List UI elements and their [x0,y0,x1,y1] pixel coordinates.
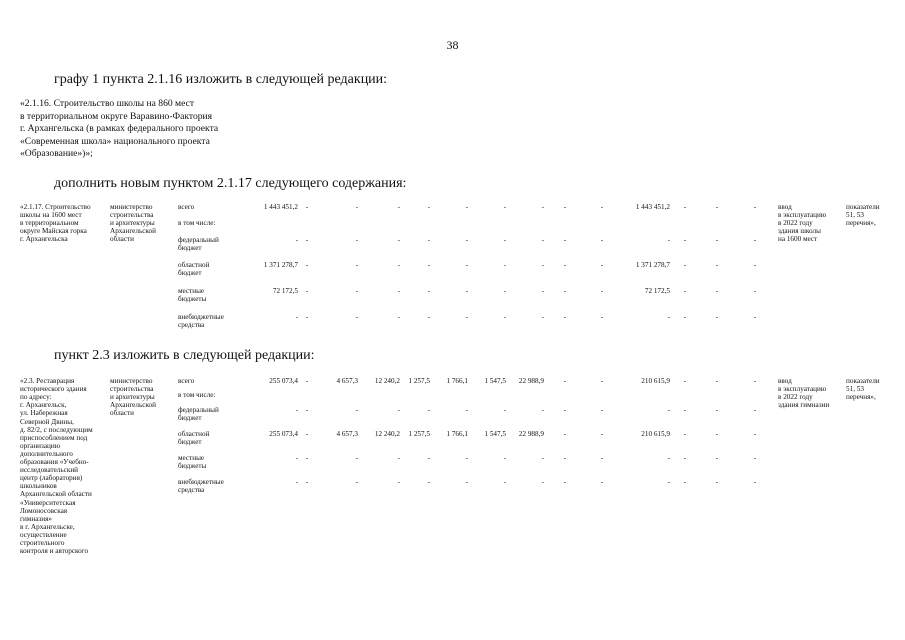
table-cell-value: - [753,478,757,486]
funding-source-label: федеральный [178,236,219,244]
table-cell-value: - [541,406,544,414]
funding-source-label: областной [178,430,210,438]
funding-source-label: местные [178,454,205,462]
table-cell-value: 4 657,3 [336,377,358,385]
funding-source-label: в том числе: [178,219,216,227]
quote-line: в территориальном округе Варавино-Фактория [20,110,213,122]
table-cell-value: - [427,313,430,321]
table-cell-value: - [305,236,309,244]
funding-source-label: средства [178,486,205,495]
table-cell-value: - [355,454,358,462]
measure-name-line: «Университетская [20,498,76,507]
table-cell-value: - [465,406,468,414]
indicator-line: перечня», [846,393,876,402]
measure-name-line: Ломоносовская [20,506,68,515]
table-cell-value: - [600,406,604,414]
measure-name-line: Северной Двины, [20,417,74,426]
measure-name-line: исторического здания [20,385,87,394]
heading-add-item-2-1-17: дополнить новым пунктом 2.1.17 следующего содержания: [54,176,407,191]
table-cell-value: 255 073,4 [269,430,298,438]
table-cell-value: - [563,377,567,385]
table-cell-value: 1 443 451,2 [635,203,670,211]
expected-result-line: на 1600 мест [778,235,818,244]
table-cell-value: - [355,406,358,414]
table-cell-value: - [600,203,604,211]
expected-result-line: в эксплуатацию [778,385,827,394]
table-cell-value: - [541,313,544,321]
table-cell-value: 1 371 278,7 [263,261,298,269]
table-cell-value: - [427,203,430,211]
table-cell-value: - [465,261,468,269]
measure-name-line: округе Майская горка [20,227,87,236]
measure-name-line: дополнительного [20,449,73,458]
table-cell-value: 255 073,4 [269,377,298,385]
table-cell-value: - [503,261,506,269]
table-cell-value: - [563,261,567,269]
funding-source-label: всего [178,377,195,385]
page-number: 38 [446,38,459,52]
table-cell-value: - [753,313,757,321]
measure-name-line: ул. Набережная [20,409,68,418]
table-cell-value: - [397,261,400,269]
table-cell-value: - [600,261,604,269]
measure-name-line: в г. Архангельске, [20,522,75,531]
table-cell-value: - [355,478,358,486]
executor-line: строительства [110,211,154,220]
table-cell-value: - [397,203,400,211]
table-cell-value: - [305,406,309,414]
table-cell-value: 1 257,5 [408,377,430,385]
table-cell-value: - [600,454,604,462]
table-cell-value: - [503,287,506,295]
table-cell-value: 12 240,2 [374,377,400,385]
table-cell-value: - [503,478,506,486]
table-cell-value: - [465,313,468,321]
table-cell-value: 4 657,3 [336,430,358,438]
table-cell-value: - [753,203,757,211]
table-cell-value: - [503,406,506,414]
table-cell-value: - [465,203,468,211]
table-cell-value: - [563,203,567,211]
measure-name-line: «2.3. Реставрация [20,377,75,385]
measure-name-line: образования «Учебно- [20,458,89,466]
table-cell-value: - [667,454,670,462]
table-cell-value: - [427,478,430,486]
table-cell-value: - [355,313,358,321]
table-cell-value: 12 240,2 [374,430,400,438]
table-cell-value: - [295,478,298,486]
table-cell-value: - [541,261,544,269]
executor-line: и архитектуры [110,219,155,228]
expected-result-line: в 2022 году [778,393,813,402]
table-cell-value: - [683,203,687,211]
table-cell-value: - [600,287,604,295]
table-cell-value: 210 615,9 [641,377,670,385]
table-cell-value: - [683,287,687,295]
measure-name-line: в территориальном [20,219,79,228]
executor-line: министерство [110,377,153,385]
table-cell-value: - [683,313,687,321]
table-cell-value: - [667,236,670,244]
table-cell-value: 1 766,1 [446,377,468,385]
table-cell-value: - [503,236,506,244]
table-cell-value: - [753,236,757,244]
table-cell-value: - [295,454,298,462]
table-cell-value: - [541,236,544,244]
table-cell-value: - [753,406,757,414]
funding-source-label: бюджеты [178,462,207,471]
table-cell-value: - [683,406,687,414]
table-cell-value: - [541,454,544,462]
heading-item-2-3: пункт 2.3 изложить в следующей редакции: [54,348,315,363]
table-cell-value: - [305,430,309,438]
table-cell-value: 72 172,5 [644,287,670,295]
table-cell-value: - [305,287,309,295]
funding-source-label: бюджет [178,414,202,423]
table-cell-value: - [305,313,309,321]
table-cell-value: - [563,287,567,295]
expected-result-line: здания школы [778,227,821,236]
executor-line: строительства [110,385,154,394]
table-cell-value: - [465,287,468,295]
table-cell-value: - [305,261,309,269]
table-cell-value: - [355,287,358,295]
measure-name-line: школы на 1600 мест [20,211,82,220]
measure-name-line: гимназия» [20,514,52,523]
measure-name-line: контроля и авторского [20,547,89,556]
table-cell-value: - [397,313,400,321]
indicator-line: перечня», [846,219,876,228]
expected-result-line: в эксплуатацию [778,211,827,220]
funding-source-label: областной [178,261,210,269]
table-cell-value: - [563,430,567,438]
measure-name-line: г. Архангельск, [20,401,67,410]
measure-name-line: центр (лаборатория) [20,474,83,483]
funding-source-label: всего [178,203,195,211]
table-cell-value: - [427,287,430,295]
table-cell-value: - [715,430,719,438]
table-cell-value: - [715,236,719,244]
executor-line: области [110,235,135,244]
table-cell-value: - [600,313,604,321]
measure-name-line: строительного [20,539,65,547]
table-cell-value: - [295,236,298,244]
table-cell-value: - [427,406,430,414]
table-cell-value: 1 547,5 [484,430,506,438]
table-cell-value: - [295,313,298,321]
table-cell-value: - [397,454,400,462]
table-cell-value: - [355,236,358,244]
measure-name-line: Архангельской области [20,490,92,499]
table-cell-value: - [600,430,604,438]
measure-name-line: д. 82/2, с последующим [20,425,93,434]
table-cell-value: 1 443 451,2 [263,203,298,211]
table-cell-value: - [355,203,358,211]
table-cell-value: - [667,406,670,414]
executor-line: министерство [110,203,153,211]
table-cell-value: 1 371 278,7 [635,261,670,269]
heading-item-2-1-16: графу 1 пункта 2.1.16 изложить в следующей редакции: [54,72,388,87]
table-cell-value: - [305,454,309,462]
table-cell-value: - [563,406,567,414]
executor-line: Архангельской [110,227,156,236]
table-cell-value: - [541,287,544,295]
table-cell-value: 1 547,5 [484,377,506,385]
table-cell-value: - [683,430,687,438]
expected-result-line: в 2022 году [778,219,813,228]
funding-source-label: бюджеты [178,295,207,304]
table-cell-value: - [427,236,430,244]
quote-line: г. Архангельска (в рамках федерального проекта [20,123,219,135]
table-cell-value: - [397,478,400,486]
table-cell-value: 22 988,9 [518,430,544,438]
table-cell-value: - [683,454,687,462]
table-cell-value: - [541,478,544,486]
table-cell-value: - [465,478,468,486]
table-cell-value: - [753,430,757,438]
table-cell-value: - [397,236,400,244]
table-cell-value: - [683,236,687,244]
table-cell-value: - [715,203,719,211]
table-cell-value: 1 257,5 [408,430,430,438]
table-cell-value: - [753,377,757,385]
funding-source-label: внебюджетные [178,313,224,321]
expected-result-line: здания гимназии [778,401,830,410]
table-cell-value: - [503,203,506,211]
table-cell-value: - [355,261,358,269]
table-cell-value: - [715,478,719,486]
expected-result-line: ввод [778,203,792,211]
table-cell-value: 22 988,9 [518,377,544,385]
table-cell-value: - [715,287,719,295]
funding-source-label: в том числе: [178,391,216,399]
table-cell-value: - [427,454,430,462]
table-cell-value: - [503,313,506,321]
indicator-line: 51, 53 [846,385,864,394]
funding-source-label: бюджет [178,269,202,278]
table-cell-value: - [563,478,567,486]
table-cell-value: 210 615,9 [641,430,670,438]
measure-name-line: исследовательский [20,466,79,475]
table-cell-value: - [305,203,309,211]
quote-line: «2.1.16. Строительство школы на 860 мест [20,98,195,109]
table-cell-value: - [397,406,400,414]
measure-name-line: приспособлением под [20,433,88,442]
table-cell-value: 72 172,5 [272,287,298,295]
measure-name-line: «2.1.17. Строительство [20,203,91,211]
table-cell-value: - [563,236,567,244]
table-cell-value: - [465,454,468,462]
indicator-line: показатели [846,377,880,385]
table-cell-value: - [541,203,544,211]
table-cell-value: - [667,313,670,321]
indicator-line: 51, 53 [846,211,864,220]
table-cell-value: - [683,261,687,269]
funding-source-label: бюджет [178,438,202,447]
table-cell-value: - [563,313,567,321]
table-cell-value: - [753,287,757,295]
table-cell-value: - [600,478,604,486]
executor-line: области [110,409,135,418]
quote-line: «Образование»)»; [20,148,93,160]
table-cell-value: - [600,236,604,244]
expected-result-line: ввод [778,377,792,385]
table-cell-value: - [305,478,309,486]
measure-name-line: осуществление [20,530,67,539]
table-cell-value: - [683,377,687,385]
measure-name-line: г. Архангельска [20,235,68,244]
funding-source-label: средства [178,321,205,330]
table-cell-value: 1 766,1 [446,430,468,438]
quote-line: «Современная школа» национального проекта [20,135,210,147]
funding-source-label: федеральный [178,406,219,414]
table-cell-value: - [715,377,719,385]
table-cell-value: - [667,478,670,486]
funding-source-label: местные [178,287,205,295]
table-cell-value: - [683,478,687,486]
table-cell-value: - [715,454,719,462]
table-cell-value: - [715,406,719,414]
table-cell-value: - [427,261,430,269]
table-cell-value: - [600,377,604,385]
table-cell-value: - [715,261,719,269]
measure-name-line: по адресу: [20,393,52,402]
table-cell-value: - [753,261,757,269]
funding-source-label: бюджет [178,244,202,253]
indicator-line: показатели [846,203,880,211]
table-cell-value: - [753,454,757,462]
table-cell-value: - [503,454,506,462]
table-cell-value: - [715,313,719,321]
measure-name-line: школьников [20,482,57,491]
executor-line: и архитектуры [110,393,155,402]
measure-name-line: организацию [20,441,61,450]
table-cell-value: - [295,406,298,414]
table-cell-value: - [305,377,309,385]
table-cell-value: - [397,287,400,295]
funding-source-label: внебюджетные [178,478,224,486]
executor-line: Архангельской [110,401,156,410]
table-cell-value: - [563,454,567,462]
table-cell-value: - [465,236,468,244]
